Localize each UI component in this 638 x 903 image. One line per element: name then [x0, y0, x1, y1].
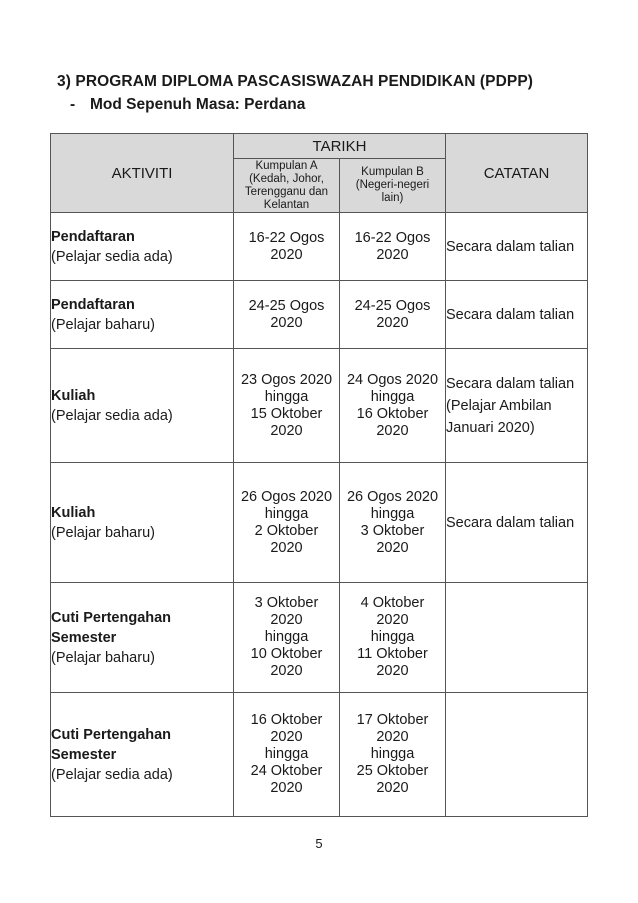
date-line: 2020: [270, 729, 303, 745]
header-group-a-line: Terengganu dan: [244, 185, 329, 198]
header-activity: AKTIVITI: [51, 134, 234, 213]
notes-cell: Secara dalam talian: [446, 213, 588, 281]
date-line: 2020: [376, 539, 409, 556]
table-row: [51, 349, 588, 463]
date-line: 26 Ogos 2020: [346, 488, 439, 505]
date-line: 11 Oktober: [357, 646, 428, 662]
group-b-date: [340, 583, 446, 693]
header-date: TARIKH: [234, 134, 446, 159]
group-a-date: [234, 463, 340, 583]
subheading-dash: -: [70, 96, 76, 113]
date-line: 4 Oktober: [360, 595, 425, 611]
table-row: [51, 463, 588, 583]
notes-cell: [446, 693, 588, 817]
activity-cell: [51, 349, 234, 463]
notes-cell: [446, 583, 588, 693]
table-row: [51, 693, 588, 817]
table-row: [51, 213, 588, 281]
date-line: 3 Oktober: [254, 595, 319, 611]
header-group-a: [234, 159, 340, 213]
date-line: 16-22 Ogos: [248, 229, 325, 246]
date-line: 2020: [376, 729, 409, 745]
header-group-b-line: (Negeri-negeri: [355, 179, 430, 191]
activity-cell: [51, 463, 234, 583]
date-line: 2020: [376, 612, 409, 628]
date-line: hingga: [370, 388, 415, 405]
schedule-table: [50, 133, 588, 817]
date-line: 24 Oktober: [250, 763, 323, 779]
date-line: 2020: [376, 663, 409, 679]
date-line: hingga: [370, 505, 415, 522]
date-line: 16 Oktober: [250, 712, 323, 728]
date-line: 2020: [270, 314, 303, 331]
subheading-text: Mod Sepenuh Masa: Perdana: [90, 96, 306, 113]
date-line: 2020: [270, 422, 303, 439]
date-line: 2020: [376, 246, 409, 263]
date-line: 2020: [270, 539, 303, 556]
activity-detail: (Pelajar sedia ada): [51, 766, 173, 783]
date-line: 2020: [376, 314, 409, 331]
header-group-a-line: Kelantan: [263, 198, 310, 211]
page-number: 5: [315, 836, 323, 851]
table-row: [51, 281, 588, 349]
date-line: 24-25 Ogos: [248, 297, 325, 314]
date-line: 2 Oktober: [254, 522, 319, 539]
date-line: 2020: [270, 780, 303, 796]
date-line: hingga: [264, 388, 309, 405]
date-line: 2020: [270, 663, 303, 679]
activity-detail: (Pelajar sedia ada): [51, 407, 173, 424]
header-group-a-line: (Kedah, Johor,: [249, 172, 324, 185]
date-line: 2020: [376, 780, 409, 796]
group-b-date: [340, 463, 446, 583]
header-notes: CATATAN: [446, 134, 588, 213]
header-group-b-line: lain): [381, 192, 404, 204]
date-line: 24-25 Ogos: [354, 297, 431, 314]
group-a-date: [234, 693, 340, 817]
header-group-b-line: Kumpulan B: [361, 166, 424, 178]
group-b-date: [340, 213, 446, 281]
date-line: 10 Oktober: [250, 646, 323, 662]
activity-name: Pendaftaran: [51, 296, 135, 313]
activity-name: Cuti Pertengahan Semester: [51, 726, 172, 763]
section-heading: 3) PROGRAM DIPLOMA PASCASISWAZAH PENDIDIKAN (PDPP): [57, 73, 534, 90]
table-row: [51, 583, 588, 693]
date-line: hingga: [264, 629, 309, 645]
header-group-a-line: Kumpulan A: [255, 159, 318, 172]
activity-cell: [51, 583, 234, 693]
group-a-date: [234, 213, 340, 281]
activity-detail: (Pelajar baharu): [51, 649, 155, 666]
group-b-date: [340, 693, 446, 817]
date-line: hingga: [264, 505, 309, 522]
activity-name: Cuti Pertengahan Semester: [51, 609, 172, 646]
activity-detail: (Pelajar sedia ada): [51, 248, 173, 265]
group-b-date: [340, 349, 446, 463]
date-line: 26 Ogos 2020: [240, 488, 333, 505]
date-line: 24 Ogos 2020: [346, 371, 439, 388]
group-b-date: [340, 281, 446, 349]
date-line: 25 Oktober: [356, 763, 429, 779]
activity-name: Kuliah: [51, 504, 96, 521]
group-a-date: [234, 583, 340, 693]
date-line: 2020: [270, 246, 303, 263]
date-line: 2020: [270, 612, 303, 628]
activity-detail: (Pelajar baharu): [51, 524, 155, 541]
activity-detail: (Pelajar baharu): [51, 316, 155, 333]
notes-cell: Secara dalam talian (Pelajar Ambilan Januari 2020): [446, 349, 588, 463]
date-line: 2020: [376, 422, 409, 439]
date-line: 16-22 Ogos: [354, 229, 431, 246]
section-subheading: [70, 96, 305, 114]
date-line: 23 Ogos 2020: [240, 371, 333, 388]
date-line: hingga: [370, 746, 415, 762]
activity-name: Kuliah: [51, 387, 96, 404]
activity-name: Pendaftaran: [51, 228, 135, 245]
date-line: 16 Oktober: [356, 405, 429, 422]
date-line: hingga: [370, 629, 415, 645]
date-line: 17 Oktober: [356, 712, 429, 728]
activity-cell: [51, 693, 234, 817]
notes-cell: Secara dalam talian: [446, 281, 588, 349]
header-group-b: [340, 159, 446, 213]
date-line: 3 Oktober: [360, 522, 425, 539]
date-line: hingga: [264, 746, 309, 762]
activity-cell: [51, 213, 234, 281]
group-a-date: [234, 349, 340, 463]
notes-cell: Secara dalam talian: [446, 463, 588, 583]
group-a-date: [234, 281, 340, 349]
activity-cell: [51, 281, 234, 349]
date-line: 15 Oktober: [250, 405, 323, 422]
